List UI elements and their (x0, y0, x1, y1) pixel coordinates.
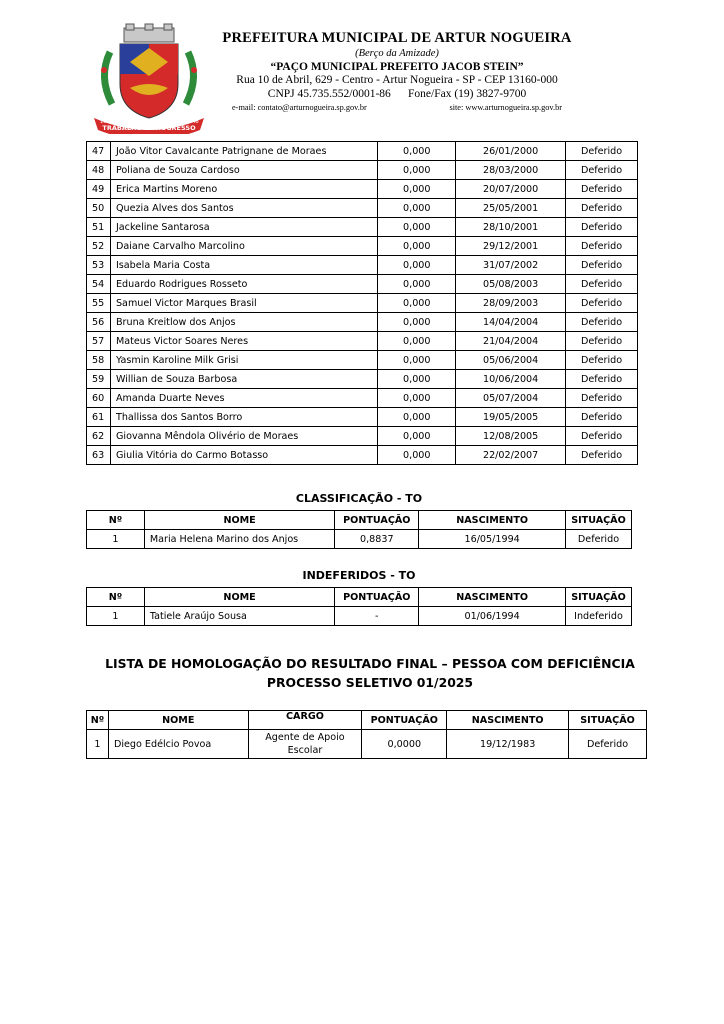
cell-number: 1 (87, 607, 145, 626)
table-row (87, 256, 638, 275)
cell-cargo (248, 730, 362, 759)
table-row (87, 180, 638, 199)
cell-status: Deferido (566, 180, 638, 199)
table-row (87, 218, 638, 237)
cell-name: Jackeline Santarosa (110, 218, 377, 237)
org-title: PREFEITURA MUNICIPAL DE ARTUR NOGUEIRA (222, 30, 572, 46)
cell-birth: 16/05/1994 (419, 530, 566, 549)
cell-number: 51 (87, 218, 111, 237)
org-site: site: www.arturnogueira.sp.gov.br (449, 103, 562, 112)
cell-birth: 22/02/2007 (456, 446, 566, 465)
cell-name: Maria Helena Marino dos Anjos (144, 530, 334, 549)
table-row (87, 370, 638, 389)
classification-title: CLASSIFICAÇÃO - TO (295, 492, 423, 505)
cell-number: 59 (87, 370, 111, 389)
pcd-table (86, 710, 647, 759)
cell-number: 49 (87, 180, 111, 199)
col-header-score: PONTUAÇÃO (362, 711, 447, 730)
cell-number: 1 (87, 730, 109, 759)
table-row (87, 730, 647, 759)
cell-birth: 31/07/2002 (456, 256, 566, 275)
pcd-title (60, 654, 680, 692)
cell-status: Deferido (566, 161, 638, 180)
cell-status: Deferido (566, 294, 638, 313)
cell-number: 55 (87, 294, 111, 313)
cell-birth: 05/08/2003 (456, 275, 566, 294)
cell-number: 63 (87, 446, 111, 465)
cell-cargo-line1: Agente de Apoio (265, 732, 345, 743)
cell-score: 0,000 (378, 446, 456, 465)
table-row (87, 313, 638, 332)
table-header-row (87, 511, 632, 530)
cell-number: 62 (87, 427, 111, 446)
cell-status: Indeferido (566, 607, 632, 626)
cell-name: João Vitor Cavalcante Patrignane de Moraes (110, 142, 377, 161)
cell-status: Deferido (566, 142, 638, 161)
table-row (87, 199, 638, 218)
cell-score: 0,0000 (362, 730, 447, 759)
cell-name: Thallissa dos Santos Borro (110, 408, 377, 427)
rejected-table (86, 587, 632, 626)
col-header-birth: NASCIMENTO (419, 511, 566, 530)
cell-number: 58 (87, 351, 111, 370)
cell-score: 0,000 (378, 199, 456, 218)
cell-status: Deferido (566, 351, 638, 370)
table-row (87, 530, 632, 549)
col-header-number: Nº (87, 711, 109, 730)
cell-name: Yasmin Karoline Milk Grisi (110, 351, 377, 370)
cell-birth: 28/03/2000 (456, 161, 566, 180)
col-header-cargo: CARGO (248, 711, 362, 730)
cell-status: Deferido (566, 370, 638, 389)
cell-status: Deferido (566, 446, 638, 465)
table-row (87, 446, 638, 465)
table-row (87, 351, 638, 370)
cell-name: Tatiele Araújo Sousa (144, 607, 334, 626)
cell-name: Mateus Victor Soares Neres (110, 332, 377, 351)
table-row (87, 408, 638, 427)
classification-table (86, 510, 632, 549)
cell-name: Poliana de Souza Cardoso (110, 161, 377, 180)
cell-score: 0,000 (378, 351, 456, 370)
pcd-title-line2: PROCESSO SELETIVO 01/2025 (266, 675, 474, 690)
col-header-name: NOME (108, 711, 248, 730)
cell-status: Deferido (566, 313, 638, 332)
cell-status: Deferido (566, 275, 638, 294)
rejected-title: INDEFERIDOS - TO (302, 569, 416, 582)
cell-number: 53 (87, 256, 111, 275)
org-contact (212, 103, 582, 112)
cell-birth: 20/07/2000 (456, 180, 566, 199)
cell-status: Deferido (566, 408, 638, 427)
cell-number: 1 (87, 530, 145, 549)
cell-name: Bruna Kreitlow dos Anjos (110, 313, 377, 332)
col-header-status: SITUAÇÃO (566, 588, 632, 607)
cell-status: Deferido (566, 256, 638, 275)
cell-score: 0,000 (378, 427, 456, 446)
cell-status: Deferido (566, 218, 638, 237)
cell-birth: 14/04/2004 (456, 313, 566, 332)
cell-birth: 05/07/2004 (456, 389, 566, 408)
table-row (87, 427, 638, 446)
cell-score: 0,000 (378, 180, 456, 199)
cell-status: Deferido (569, 730, 647, 759)
letterhead (0, 0, 724, 135)
cell-number: 52 (87, 237, 111, 256)
col-header-birth: NASCIMENTO (419, 588, 566, 607)
results-table (86, 141, 638, 465)
cell-status: Deferido (566, 199, 638, 218)
cell-name: Giulia Vitória do Carmo Botasso (110, 446, 377, 465)
col-header-name: NOME (144, 511, 334, 530)
cell-score: 0,000 (378, 408, 456, 427)
org-address: Rua 10 de Abril, 629 - Centro - Artur Nogueira - SP - CEP 13160-000 (236, 74, 558, 86)
cell-score: 0,000 (378, 237, 456, 256)
cell-name: Isabela Maria Costa (110, 256, 377, 275)
cell-number: 48 (87, 161, 111, 180)
cell-number: 54 (87, 275, 111, 294)
table-row (87, 161, 638, 180)
col-header-birth: NASCIMENTO (447, 711, 569, 730)
org-subtitle: (Berço da Amizade) (355, 48, 439, 59)
cell-score: 0,000 (378, 275, 456, 294)
cell-birth: 28/10/2001 (456, 218, 566, 237)
col-header-number: Nº (87, 588, 145, 607)
cell-score: - (335, 607, 419, 626)
col-header-number: Nº (87, 511, 145, 530)
cell-name: Daiane Carvalho Marcolino (110, 237, 377, 256)
cell-score: 0,000 (378, 294, 456, 313)
table-row (87, 332, 638, 351)
col-header-status: SITUAÇÃO (569, 711, 647, 730)
cell-number: 61 (87, 408, 111, 427)
cell-number: 57 (87, 332, 111, 351)
col-header-status: SITUAÇÃO (566, 511, 632, 530)
cell-name: Diego Edélcio Povoa (108, 730, 248, 759)
cell-score: 0,000 (378, 332, 456, 351)
cell-birth: 19/05/2005 (456, 408, 566, 427)
crest-motto: TRABALHO E PROGRESSO (102, 124, 196, 132)
org-cnpj-phone: CNPJ 45.735.552/0001-86 Fone/Fax (19) 3827-9700 (267, 87, 527, 100)
cell-birth: 28/09/2003 (456, 294, 566, 313)
cell-score: 0,8837 (335, 530, 419, 549)
cell-status: Deferido (566, 389, 638, 408)
org-email: e-mail: contato@arturnogueira.sp.gov.br (232, 103, 367, 112)
col-header-score: PONTUAÇÃO (335, 588, 419, 607)
org-building: “PAÇO MUNICIPAL PREFEITO JACOB STEIN” (270, 61, 524, 73)
cell-birth: 26/01/2000 (456, 142, 566, 161)
cell-birth: 25/05/2001 (456, 199, 566, 218)
cell-birth: 05/06/2004 (456, 351, 566, 370)
cell-score: 0,000 (378, 161, 456, 180)
table-row (87, 607, 632, 626)
cell-status: Deferido (566, 332, 638, 351)
cell-score: 0,000 (378, 389, 456, 408)
cell-status: Deferido (566, 530, 632, 549)
cell-number: 60 (87, 389, 111, 408)
cell-score: 0,000 (378, 256, 456, 275)
pcd-title-line1: LISTA DE HOMOLOGAÇÃO DO RESULTADO FINAL – PESSOA COM DEFICIÊNCIA (105, 656, 635, 671)
table-header-row (87, 588, 632, 607)
cell-name: Samuel Victor Marques Brasil (110, 294, 377, 313)
table-row (87, 237, 638, 256)
crest-year-left: 1910 (100, 119, 113, 125)
cell-birth: 12/08/2005 (456, 427, 566, 446)
cell-number: 56 (87, 313, 111, 332)
letterhead-text (212, 30, 582, 112)
cell-score: 0,000 (378, 313, 456, 332)
col-header-score: PONTUAÇÃO (335, 511, 419, 530)
cell-score: 0,000 (378, 370, 456, 389)
cell-name: Amanda Duarte Neves (110, 389, 377, 408)
cell-birth: 10/06/2004 (456, 370, 566, 389)
crest-year-right: 1948 (186, 119, 199, 125)
col-header-name: NOME (144, 588, 334, 607)
cell-number: 47 (87, 142, 111, 161)
table-row (87, 275, 638, 294)
table-header-row (87, 711, 647, 730)
cell-birth: 29/12/2001 (456, 237, 566, 256)
cell-status: Deferido (566, 237, 638, 256)
cell-birth: 21/04/2004 (456, 332, 566, 351)
cell-name: Eduardo Rodrigues Rosseto (110, 275, 377, 294)
cell-score: 0,000 (378, 142, 456, 161)
cell-birth: 19/12/1983 (447, 730, 569, 759)
cell-status: Deferido (566, 427, 638, 446)
cell-name: Willian de Souza Barbosa (110, 370, 377, 389)
cell-cargo-line2: Escolar (287, 745, 323, 756)
table-row (87, 142, 638, 161)
table-row (87, 389, 638, 408)
cell-name: Quezia Alves dos Santos (110, 199, 377, 218)
cell-number: 50 (87, 199, 111, 218)
municipal-crest-icon (90, 22, 208, 134)
cell-birth: 01/06/1994 (419, 607, 566, 626)
cell-name: Erica Martins Moreno (110, 180, 377, 199)
cell-score: 0,000 (378, 218, 456, 237)
table-row (87, 294, 638, 313)
cell-name: Giovanna Mêndola Olivério de Moraes (110, 427, 377, 446)
